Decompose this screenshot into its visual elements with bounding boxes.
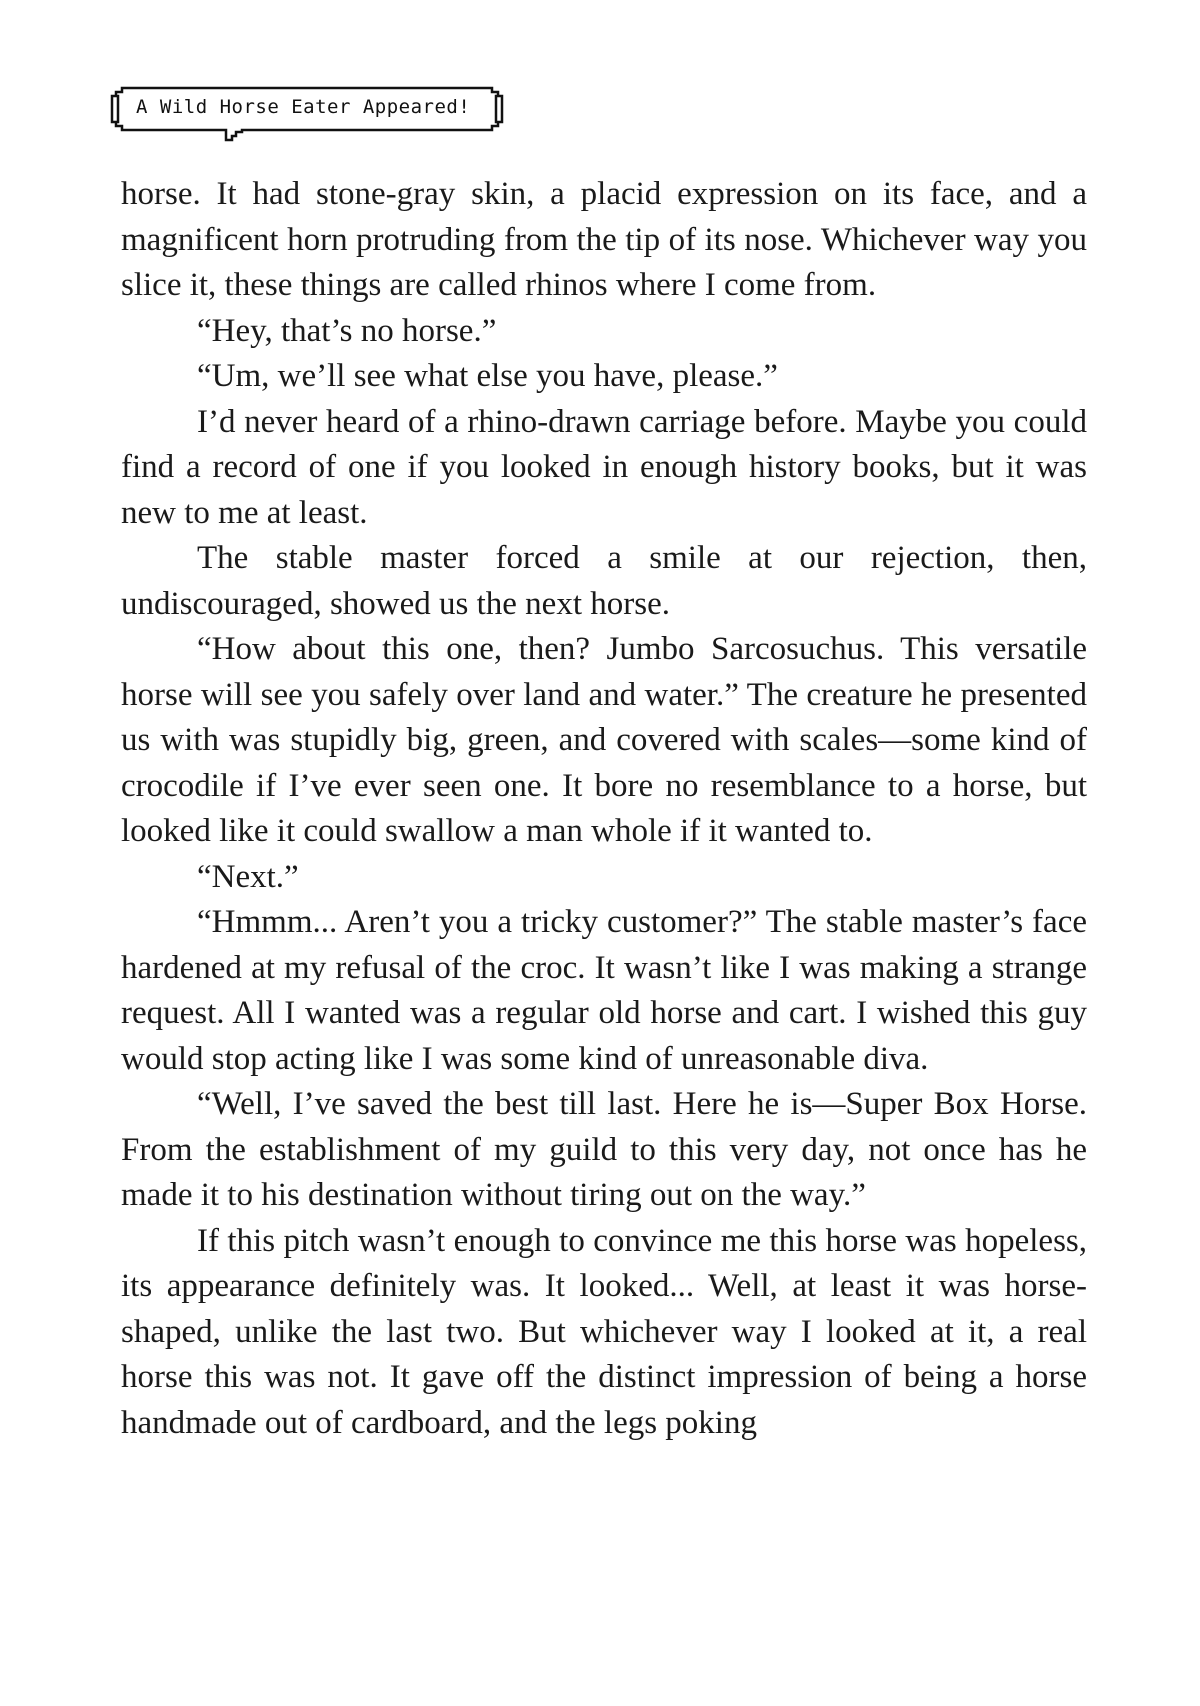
paragraph: “Hey, that’s no horse.”: [197, 312, 497, 349]
paragraph: “Next.”: [197, 858, 299, 895]
paragraph: I’d never heard of a rhino-drawn carriage before. Maybe you could find a record of one if you looked in enough history books, but it was new to me at least.: [121, 403, 1087, 531]
page-body: [121, 172, 1087, 1446]
running-header: [108, 82, 508, 146]
paragraph: “Hmmm... Aren’t you a tricky customer?” The stable master’s face hardened at my refusal of the croc. It wasn’t like I was making a strange request. All I wanted was a regular old horse and cart. I wished this guy would stop acting like I was some kind of unreasonable diva.: [121, 904, 1087, 1077]
chapter-title: A Wild Horse Eater Appeared!: [136, 96, 471, 118]
paragraph: “How about this one, then? Jumbo Sarcosuchus. This versatile horse will see you safely over land and water.” The creature he presented us with was stupidly big, green, and covered with scales—some kind of crocodile if I’ve ever seen one. It bore no resemblance to a horse, but looked like it could swallow a man whole if it wanted to.: [121, 631, 1087, 849]
paragraph: “Well, I’ve saved the best till last. Here he is—Super Box Horse. From the establishment of my guild to this very day, not once has he made it to his destination without tiring out on the way.”: [121, 1086, 1087, 1213]
paragraph: If this pitch wasn’t enough to convince me this horse was hopeless, its appearance definitely was. It looked... Well, at least it was horse-shaped, unlike the last two. But whichever way I looked at it, a real horse this was not. It gave off the distinct impression of being a horse handmade out of cardboard, and the legs poking: [121, 1222, 1087, 1441]
paragraph: horse. It had stone-gray skin, a placid expression on its face, and a magnificent horn protruding from the tip of its nose. Whichever way you slice it, these things are called rhinos where I come from.: [121, 176, 1087, 303]
paragraph: The stable master forced a smile at our rejection, then, undiscouraged, showed us the next horse.: [121, 540, 1087, 622]
paragraph: “Um, we’ll see what else you have, please.”: [197, 358, 778, 394]
